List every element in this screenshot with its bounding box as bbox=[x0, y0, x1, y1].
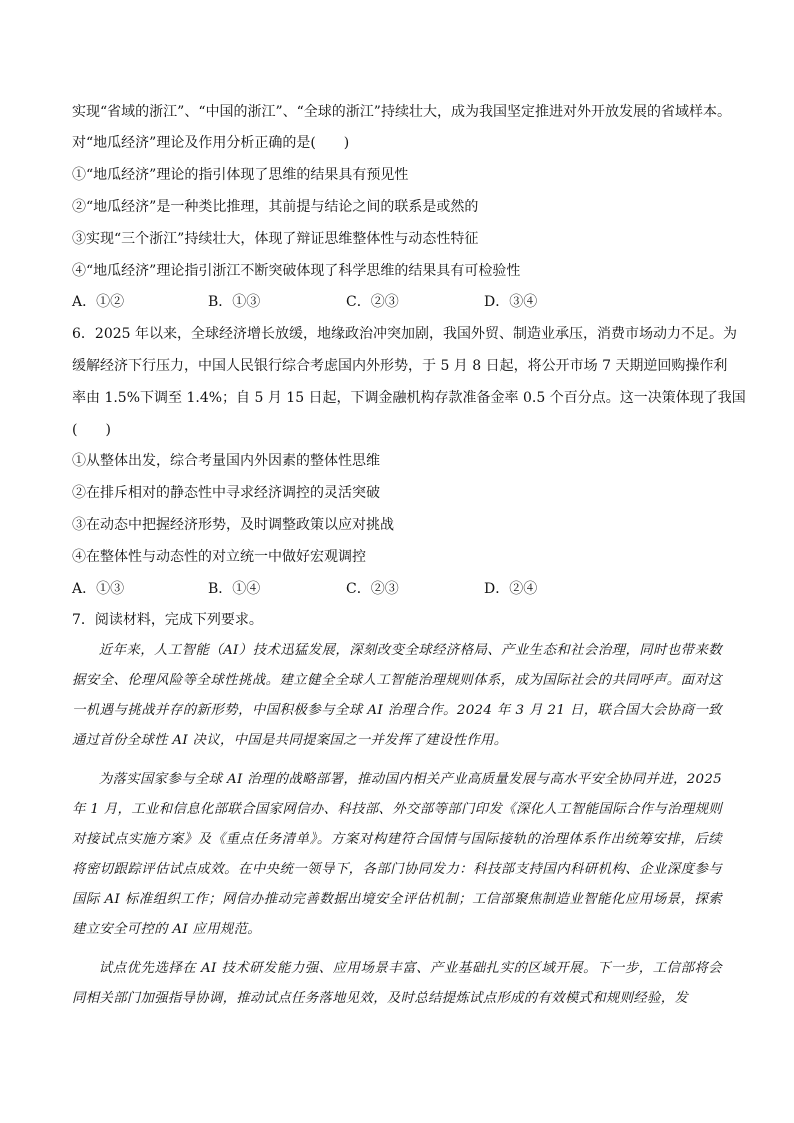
q6-stem-line-2: 缓解经济下行压力，中国人民银行综合考虑国内外形势，于 5 月 8 日起，将公开市场 7 天期逆回购操作利 bbox=[72, 358, 728, 374]
q5-statement-4: ④“地瓜经济”理论指引浙江不断突破体现了科学思维的结果具有可检验性 bbox=[72, 263, 521, 279]
q5-statement-3: ③实现“三个浙江”持续壮大，体现了辩证思维整体性与动态性特征 bbox=[72, 231, 479, 247]
q5-statement-1: ①“地瓜经济”理论的指引体现了思维的结果具有预见性 bbox=[72, 167, 409, 183]
q7-material-paragraph-1: 近年来，人工智能（AI）技术迅猛发展，深刻改变全球经济格局、产业生态和社会治理，同时也带来数据安全、伦理风险等全球性挑战。建立健全全球人工智能治理规则体系，成为国际社会的共同呼声。面对这一机遇与挑战并存的新形势，中国积极参与全球 AI 治理合作。2024 年 3 月 21 日，联合国大会协商一致通过首份全球性 AI 决议，中国是共同提案国之一并发挥了建设性作用。 bbox=[72, 643, 722, 748]
q7-intro: 7．阅读材料，完成下列要求。 bbox=[72, 612, 263, 628]
q6-option-d: D．②④ bbox=[484, 581, 538, 597]
q5-option-c: C．②③ bbox=[346, 294, 399, 310]
q5-option-d: D．③④ bbox=[484, 294, 538, 310]
q7-material-paragraph-2: 为落实国家参与全球 AI 治理的战略部署，推动国内相关产业高质量发展与高水平安全协同并进，2025 年 1 月，工业和信息化部联合国家网信办、科技部、外交部等部门印发《深化人工智能国际合作与治理规则对接试点实施方案》及《重点任务清单》。方案对构建符合国情与国际接轨的治理体系作出统筹安排，后续将密切跟踪评估试点成效。在中央统一领导下，各部门协同发力：科技部支持国内科研机构、企业深度参与国际 AI 标准组织工作；网信办推动完善数据出境安全评估机制；工信部聚焦制造业智能化应用场景，探索建立安全可控的 AI 应用规范。 bbox=[72, 772, 722, 937]
q6-option-c: C．②③ bbox=[346, 581, 399, 597]
q6-statement-2: ②在排斥相对的静态性中寻求经济调控的灵活突破 bbox=[72, 485, 380, 501]
q6-option-b: B．①④ bbox=[208, 581, 261, 597]
q7-material-paragraph-3: 试点优先选择在 AI 技术研发能力强、应用场景丰富、产业基础扎实的区域开展。下一步，工信部将会同相关部门加强指导协调，推动试点任务落地见效，及时总结提炼试点形成的有效模式和规则经验，发 bbox=[72, 961, 722, 1006]
q5-stem-tail: 实现“省域的浙江”、“中国的浙江”、“全球的浙江”持续壮大，成为我国坚定推进对外开放发展的省域样本。 bbox=[72, 104, 731, 120]
q6-statement-4: ④在整体性与动态性的对立统一中做好宏观调控 bbox=[72, 549, 366, 565]
q6-statement-1: ①从整体出发，综合考量国内外因素的整体性思维 bbox=[72, 453, 380, 469]
q6-stem-line-1: 6．2025 年以来，全球经济增长放缓，地缘政治冲突加剧，我国外贸、制造业承压，消费市场动力不足。为 bbox=[72, 326, 737, 342]
q7-material bbox=[72, 636, 722, 1014]
q5-option-a: A．①② bbox=[72, 294, 125, 310]
q6-stem-line-3: 率由 1.5%下调至 1.4%；自 5 月 15 日起，下调金融机构存款准备金率 0.5 个百分点。这一决策体现了我国 bbox=[72, 390, 746, 406]
q5-question: 对“地瓜经济”理论及作用分析正确的是( ) bbox=[72, 135, 350, 151]
q5-statement-2: ②“地瓜经济”是一种类比推理，其前提与结论之间的联系是或然的 bbox=[72, 199, 479, 215]
q5-option-b: B．①③ bbox=[208, 294, 261, 310]
q6-stem-line-4: ( ) bbox=[72, 422, 111, 438]
q6-statement-3: ③在动态中把握经济形势，及时调整政策以应对挑战 bbox=[72, 517, 394, 533]
q6-option-a: A．①③ bbox=[72, 581, 125, 597]
